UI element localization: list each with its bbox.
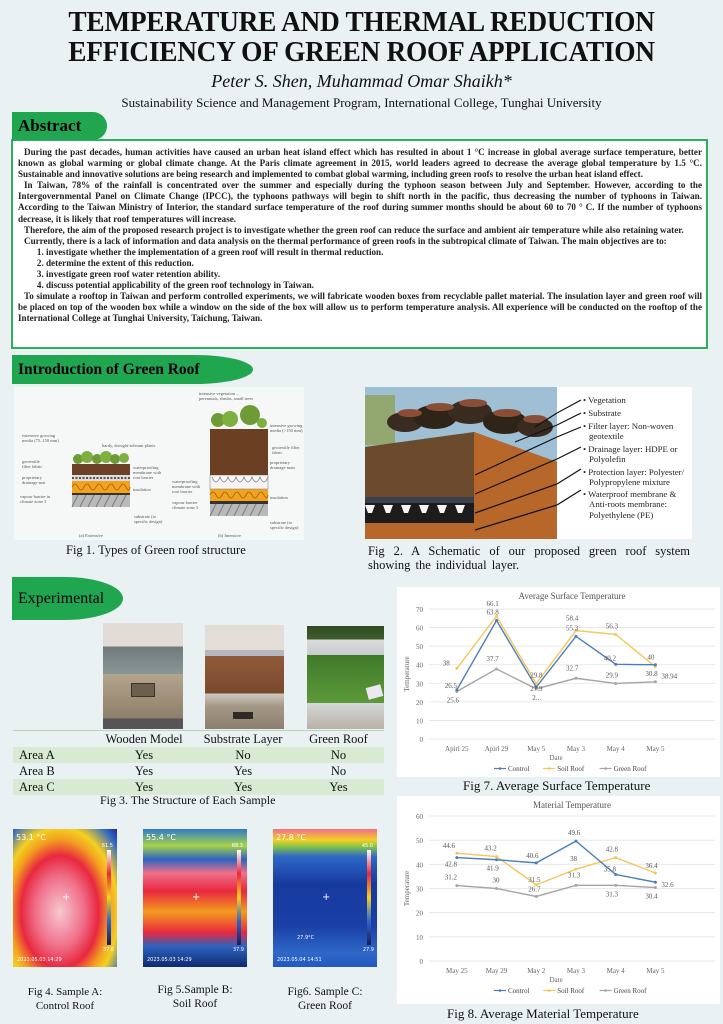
legend-label: Green Roof (613, 765, 647, 773)
x-tick-label: Apirl 29 (484, 745, 509, 753)
svg-text:extensive growing: extensive growing (22, 433, 56, 438)
abstract-paragraph: In Taiwan, 78% of the rainfall is concentrated over the summer and especially during the typhoon season between July and September. However, according to the Intergovernmental Panel on Climate Change (IPCC), the typhoons pathways will begin to shift north in the pacific, thus decreasing the number of typhoons in Taiwan. According to the Taiwan Ministry of Interior, the standard surface temperature of the roof during summer months should be about 60 to 70 ° C. If the number of typhoons decrease, it is likely that roof temperatures will increase. (18, 180, 702, 224)
series-line-soil-roof (457, 616, 656, 683)
thermal-readout: 55.4 °C (146, 833, 176, 842)
data-label: 29.9 (605, 671, 618, 680)
svg-text:root barrier: root barrier (133, 475, 154, 480)
x-tick-label: May 29 (485, 967, 508, 975)
x-tick-label: May 4 (606, 745, 625, 753)
data-point (495, 858, 498, 861)
x-tick-label: Apirl 25 (445, 745, 469, 753)
y-tick-label: 60 (416, 624, 423, 633)
data-point (574, 677, 577, 680)
data-label: 55.3 (565, 624, 579, 633)
experimental-heading-text: Experimental (18, 589, 105, 607)
fig2-layer-item: • Substrate (583, 408, 622, 418)
svg-text:proprietary: proprietary (22, 475, 42, 480)
data-label: 26.7 (528, 885, 541, 894)
column-header: Substrate Layer (203, 731, 283, 746)
data-label: 31.5 (528, 875, 541, 884)
data-label: 38 (569, 855, 577, 864)
fig2-layer-item: • Drainage layer: HDPE or Polyolefin (583, 444, 678, 465)
legend-marker (604, 989, 607, 992)
row-label: Area A (19, 747, 55, 762)
experimental-heading (12, 577, 123, 620)
data-point (654, 872, 657, 875)
material-temperature-chart (397, 796, 720, 1004)
svg-text:drainage mats: drainage mats (270, 465, 296, 470)
data-point (495, 887, 498, 890)
chart-title: Material Temperature (533, 800, 611, 810)
fig2-layer-list (583, 395, 691, 520)
y-tick-label: 0 (419, 958, 423, 966)
data-label: 30 (492, 876, 500, 885)
affiliation: Sustainability Science and Management Program, International College, Tunghai University (121, 95, 602, 110)
x-tick-label: May 2 (527, 967, 546, 975)
x-axis-label: Date (549, 976, 563, 984)
thermal-readout: 53.1 °C (16, 833, 46, 842)
crosshair-icon: + (62, 892, 71, 903)
thermal-color-scale (107, 850, 111, 945)
legend-label: Control (508, 765, 530, 773)
fig3-caption: Fig 3. The Structure of Each Sample (100, 793, 276, 807)
data-label: 40 (647, 653, 655, 662)
x-tick-label: May 3 (566, 745, 586, 753)
y-tick-label: 30 (416, 680, 423, 689)
fig2-caption: Fig 2. A Schematic of our proposed green roof system showing the individual layer. (368, 544, 690, 572)
data-label: 30.4 (645, 892, 658, 901)
data-label: 41.9 (486, 864, 499, 873)
row-label: Area C (19, 779, 55, 794)
fig8-caption: Fig 8. Average Material Temperature (447, 1006, 639, 1021)
x-tick-label: May 3 (566, 967, 586, 975)
y-tick-label: 20 (416, 698, 423, 707)
data-point (455, 667, 458, 670)
data-label: 31.2 (444, 873, 458, 882)
y-tick-label: 30 (416, 885, 423, 894)
y-tick-label: 50 (416, 643, 423, 652)
y-tick-label: 50 (416, 837, 423, 846)
svg-text:climate zone 3: climate zone 3 (172, 505, 199, 510)
x-tick-label: May 5 (646, 967, 665, 975)
authors: Peter S. Shen, Muhammad Omar Shaikh* (211, 71, 512, 91)
data-label: 42.8 (444, 860, 458, 869)
svg-text:intensive vegetation –: intensive vegetation – (199, 391, 239, 396)
thermal-spot-readout: 27.9°C (297, 935, 315, 941)
fig1-diagram (14, 387, 304, 540)
data-label: 32.7 (565, 664, 579, 673)
thermal-timestamp: 2023.05.04 14:51 (277, 957, 322, 963)
material-temperature-plot (397, 796, 720, 1004)
thermal-scale-max: 61.5 (101, 843, 113, 849)
table-cell: No (330, 747, 347, 762)
extensive-roof-diagram (72, 451, 130, 507)
abstract-paragraph: During the past decades, human activities have caused an urban heat island effect which has resulted in about 1 °C increase in global average surface temperature, better known as global warming or global climate change. At the Paris climate agreement in 2015, world leaders agreed to decrease the average global temperature by 1.5 °C. Sustainable and innovative solutions are being research and implemented to combat global warming, including green roofs to resolve the urban heat island effect. (18, 147, 702, 180)
data-point (614, 663, 617, 666)
surface-temperature-plot (397, 587, 720, 777)
data-label: 2... (532, 693, 541, 702)
data-label: 63.8 (486, 608, 499, 617)
svg-text:substrate (to: substrate (to (134, 514, 157, 519)
objective-item: 2. determine the extent of this reduction. (46, 258, 702, 269)
data-label: 66.1 (486, 600, 499, 609)
y-tick-label: 10 (416, 717, 423, 726)
title-line-1: TEMPERATURE AND THERMAL REDUCTION (68, 7, 655, 38)
data-label: 49.6 (567, 829, 581, 838)
chart-title: Average Surface Temperature (518, 591, 626, 601)
x-tick-label: May 25 (446, 967, 468, 975)
table-cell: Yes (233, 763, 253, 778)
data-point (495, 667, 498, 670)
data-point (614, 856, 617, 859)
fig2-layer-item: • Filter layer: Non-woven geotextile (583, 421, 674, 442)
svg-text:media (75–150 mm): media (75–150 mm) (22, 438, 59, 443)
fig2-schematic (365, 387, 692, 539)
thermal-color-scale (237, 850, 241, 945)
data-label: 40.2 (603, 654, 616, 663)
table-cell: Yes (134, 747, 154, 762)
svg-text:vapour barrier in: vapour barrier in (20, 494, 51, 499)
fig1-green-roof-types (14, 387, 304, 540)
svg-text:waterproofing: waterproofing (133, 465, 159, 470)
data-point (574, 840, 577, 843)
fig2-layer-item: • Protection layer: Polyester/ Polypropylene mixture (583, 467, 685, 488)
data-point (654, 886, 657, 889)
data-point (455, 852, 458, 855)
data-label: 36.4 (645, 862, 658, 871)
data-label: 25.6 (446, 696, 460, 705)
data-point (654, 881, 657, 884)
svg-text:fabric: fabric (272, 450, 283, 455)
svg-text:specific design): specific design) (270, 525, 299, 530)
data-label: 29.8 (530, 671, 543, 680)
svg-text:insulation: insulation (270, 495, 288, 500)
thermal-readout: 27.8 °C (276, 833, 306, 842)
photo-substrate-layer (205, 625, 284, 729)
legend-marker (604, 767, 607, 770)
svg-text:proprietary: proprietary (270, 460, 290, 465)
x-tick-label: May 5 (527, 745, 546, 753)
thermal-scale-max: 45.0 (361, 843, 373, 849)
svg-text:perennials, shrubs, small tree: perennials, shrubs, small trees (199, 396, 254, 401)
column-header: Green Roof (309, 731, 368, 746)
abstract-heading-text: Abstract (18, 116, 82, 135)
sample-structure-table (13, 730, 384, 795)
row-label: Area B (19, 763, 55, 778)
table-row (13, 763, 384, 779)
photo-wooden-model (103, 623, 183, 729)
data-point (574, 868, 577, 871)
y-tick-label: 40 (416, 661, 423, 670)
y-tick-label: 10 (416, 933, 423, 942)
svg-text:hardy, drought-tolerant plants: hardy, drought-tolerant plants (102, 443, 156, 448)
data-label: 30.8 (645, 669, 658, 678)
series-line-green-roof (457, 669, 656, 694)
legend-marker (548, 767, 551, 770)
fig7-caption: Fig 7. Average Surface Temperature (463, 778, 651, 793)
surface-temperature-chart (397, 587, 720, 777)
data-point (614, 682, 617, 685)
table-cell: Yes (134, 779, 154, 794)
objective-item: 1. investigate whether the implementation of a green roof will result in thermal reduction. (46, 247, 702, 258)
objective-item: 3. investigate green roof water retention ability. (46, 269, 702, 280)
y-tick-label: 20 (416, 909, 423, 918)
introduction-heading (12, 355, 253, 384)
legend-label: Soil Roof (557, 987, 585, 995)
svg-text:specific design): specific design) (134, 519, 163, 524)
legend-label: Control (508, 987, 530, 995)
svg-text:root barrier: root barrier (172, 489, 193, 494)
svg-text:insulation: insulation (133, 487, 151, 492)
data-label: 26.5 (444, 681, 458, 690)
abstract-paragraph: Currently, there is a lack of information and data analysis on the thermal performance of green roofs in the subtropical climate of Taiwan. The main objectives are to: (24, 235, 667, 246)
table-row (13, 747, 384, 763)
thermal-image-green (273, 829, 377, 967)
data-label: 31.3 (605, 890, 618, 899)
svg-text:waterproofing: waterproofing (172, 479, 198, 484)
data-label: 27.9 (530, 685, 543, 694)
title-line-2: EFFICIENCY OF GREEN ROOF APPLICATION (68, 37, 655, 68)
y-axis-label: Temperature (403, 870, 411, 907)
table-cell: No (235, 747, 251, 762)
thermal-timestamp: 2023.05.03 14:29 (147, 957, 192, 963)
y-tick-label: 40 (416, 861, 423, 870)
abstract-paragraph: To simulate a rooftop in Taiwan and perform controlled experiments, we will fabricate wooden boxes from recyclable pallet material. The insulation layer and green roof will be placed on top of the wooden box while a window on the side of the box will allow us to perform temperature analysis. All experience will be conducted on the rooftop of the International College at Tunghai University, Taichung, Taiwan. (18, 291, 702, 324)
svg-text:membrane with: membrane with (133, 470, 162, 475)
crosshair-icon: + (322, 892, 331, 903)
objective-item: 4. discuss potential applicability of the green roof technology in Taiwan. (46, 280, 702, 291)
fig5-caption: Fig 5.Sample B: Soil Roof (157, 984, 233, 1010)
svg-text:membrane with: membrane with (172, 484, 201, 489)
data-label: 31.3 (567, 871, 581, 880)
svg-text:vapour barrier: vapour barrier (172, 500, 198, 505)
data-label: 38.94 (661, 672, 678, 681)
data-point (654, 663, 657, 666)
data-point (535, 895, 538, 898)
data-point (535, 861, 538, 864)
data-label: 43.2 (484, 844, 497, 853)
legend-label: Green Roof (613, 987, 647, 995)
abstract-box (11, 139, 708, 349)
data-label: 58.4 (565, 614, 579, 623)
svg-text:filter fabric: filter fabric (22, 464, 43, 469)
y-tick-label: 0 (419, 736, 423, 744)
fig6-caption: Fig6. Sample C: Green Roof (287, 986, 363, 1012)
legend-marker (499, 989, 502, 992)
abstract-paragraph: Therefore, the aim of the proposed research project is to investigate whether the green roof can reduce the surface and ambient air temperature while also retaining water. (24, 224, 684, 235)
thermal-scale-min: 27.9 (362, 947, 374, 953)
fig2-layer-item: • Vegetation (583, 395, 626, 405)
svg-text:substrate (to: substrate (to (270, 520, 293, 525)
thermal-scale-max: 68.3 (231, 843, 243, 849)
data-point (455, 884, 458, 887)
svg-text:geotextile: geotextile (22, 459, 40, 464)
data-point (495, 619, 498, 622)
table-cell: Yes (134, 763, 154, 778)
svg-text:geotextile filter: geotextile filter (272, 445, 300, 450)
data-label: 35.8 (603, 865, 616, 874)
svg-text:climate zone 3: climate zone 3 (20, 499, 47, 504)
data-label: 37.7 (486, 654, 499, 663)
data-point (574, 635, 577, 638)
y-tick-label: 60 (416, 813, 423, 821)
data-label: 44.6 (442, 842, 456, 851)
y-axis-label: Temperature (403, 656, 411, 692)
poster-title (14, 8, 708, 68)
photo-green-roof (307, 626, 384, 729)
table-cell: Yes (233, 779, 253, 794)
table-cell: No (330, 763, 347, 778)
fig2-layer-drawing (365, 387, 557, 539)
svg-text:(a) Extensive: (a) Extensive (79, 533, 103, 538)
data-label: 42.8 (605, 845, 618, 854)
data-label: 40.6 (526, 851, 539, 860)
thermal-scale-min: 37.6 (102, 947, 114, 953)
crosshair-icon: + (192, 892, 201, 903)
legend-marker (499, 767, 502, 770)
objectives-list (18, 247, 702, 291)
data-point (455, 856, 458, 859)
x-tick-label: May 4 (606, 967, 625, 975)
fig1-caption: Fig 1. Types of Green roof structure (66, 543, 246, 557)
intensive-roof-diagram (210, 405, 268, 516)
svg-text:media (>150 mm): media (>150 mm) (270, 428, 303, 433)
data-point (654, 680, 657, 683)
fig2-layer-item: • Waterproof membrane & Anti-roots membrane: Polyethylene (PE) (583, 489, 677, 520)
thermal-color-scale (367, 850, 371, 945)
data-label: 38 (442, 659, 450, 668)
data-label: 32.6 (661, 881, 674, 890)
x-axis-label: Date (549, 754, 563, 762)
thermal-image-control (13, 829, 117, 967)
data-point (495, 855, 498, 858)
thermal-scale-min: 37.9 (232, 947, 244, 953)
svg-text:(b) Intensive: (b) Intensive (218, 533, 241, 538)
legend-label: Soil Roof (557, 765, 585, 773)
thermal-timestamp: 2023.05.03 14:29 (17, 957, 62, 963)
y-tick-label: 70 (416, 606, 423, 614)
column-header: Wooden Model (105, 731, 183, 746)
data-point (614, 884, 617, 887)
x-tick-label: May 5 (646, 745, 665, 753)
svg-text:drainage mat: drainage mat (22, 480, 46, 485)
svg-text:intensive growing: intensive growing (270, 423, 303, 428)
fig4-caption: Fig 4. Sample A: Control Roof (27, 986, 103, 1012)
data-point (614, 633, 617, 636)
data-label: 56.3 (605, 622, 618, 631)
abstract-heading (12, 112, 107, 140)
data-point (574, 884, 577, 887)
legend-marker (548, 989, 551, 992)
table-header-row (13, 731, 384, 748)
introduction-heading-text: Introduction of Green Roof (18, 360, 200, 378)
table-cell: Yes (329, 779, 348, 794)
thermal-image-soil (143, 829, 247, 967)
